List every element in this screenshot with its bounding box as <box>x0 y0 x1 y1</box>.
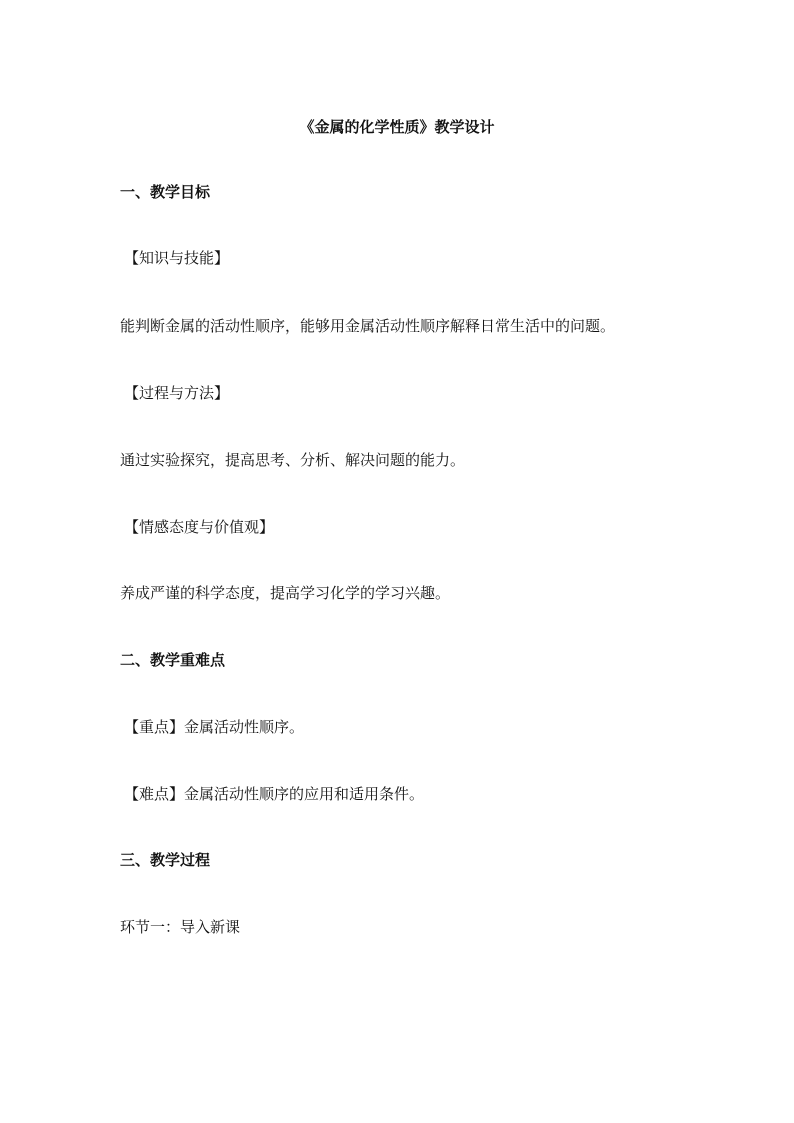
text-difficult-point: 【难点】金属活动性顺序的应用和适用条件。 <box>124 785 425 803</box>
document-title: 《金属的化学性质》教学设计 <box>299 118 495 136</box>
section-heading-key-difficult-points: 二、教学重难点 <box>120 651 226 669</box>
text-process-method: 通过实验探究，提高思考、分析、解决问题的能力。 <box>120 451 466 469</box>
section-heading-teaching-goals: 一、教学目标 <box>120 183 211 201</box>
label-process-method: 【过程与方法】 <box>124 384 230 402</box>
label-knowledge-skills: 【知识与技能】 <box>124 249 230 267</box>
text-step-one: 环节一：导入新课 <box>120 918 241 936</box>
text-knowledge-skills: 能判断金属的活动性顺序，能够用金属活动性顺序解释日常生活中的问题。 <box>120 317 616 335</box>
label-emotion-values: 【情感态度与价值观】 <box>124 518 275 536</box>
text-key-point: 【重点】金属活动性顺序。 <box>124 718 305 736</box>
section-heading-teaching-process: 三、教学过程 <box>120 851 211 869</box>
text-emotion-values: 养成严谨的科学态度，提高学习化学的学习兴趣。 <box>120 584 451 602</box>
